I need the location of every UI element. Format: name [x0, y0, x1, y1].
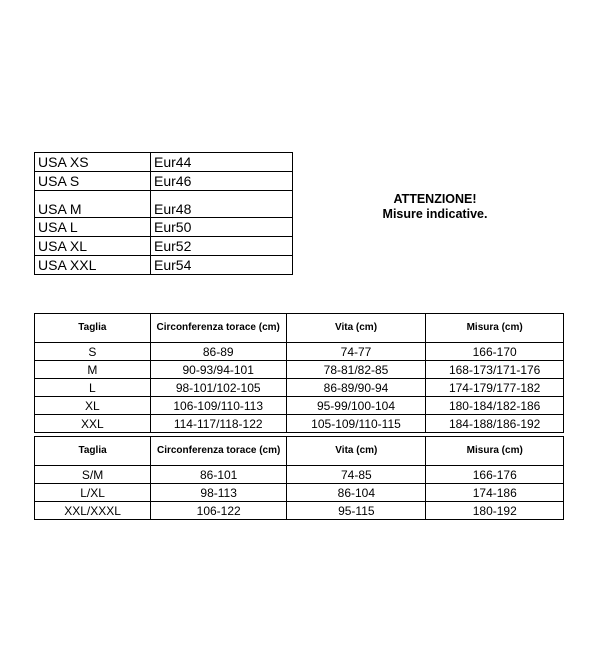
table-row [35, 361, 564, 379]
usa-size: USA XXL [35, 256, 151, 275]
cell: M [35, 361, 151, 379]
table-row [35, 466, 564, 484]
notice [340, 192, 530, 222]
usa-size: USA XS [35, 153, 151, 172]
cell: S/M [35, 466, 151, 484]
cell: 86-89 [150, 343, 286, 361]
col-header-taglia: Taglia [35, 437, 151, 466]
col-header-vita: Vita (cm) [287, 437, 426, 466]
cell: 74-85 [287, 466, 426, 484]
usa-size: USA XL [35, 237, 151, 256]
usa-size: USA M [35, 191, 151, 218]
col-header-misura: Misura (cm) [426, 314, 564, 343]
cell: 166-176 [426, 466, 564, 484]
table-header-row [35, 437, 564, 466]
col-header-misura: Misura (cm) [426, 437, 564, 466]
cell: 86-101 [151, 466, 287, 484]
notice-subtitle: Misure indicative. [382, 207, 488, 221]
table-row [35, 415, 564, 433]
cell: 168-173/171-176 [426, 361, 564, 379]
conversion-row [35, 191, 293, 218]
cell: 174-186 [426, 484, 564, 502]
table-row [35, 379, 564, 397]
cell: XXL [35, 415, 151, 433]
notice-title: ATTENZIONE! [393, 192, 477, 206]
col-header-taglia: Taglia [35, 314, 151, 343]
table-row [35, 397, 564, 415]
cell: 184-188/186-192 [426, 415, 564, 433]
cell: 106-109/110-113 [150, 397, 286, 415]
eur-size: Eur50 [151, 218, 293, 237]
conversion-row [35, 218, 293, 237]
cell: 74-77 [286, 343, 426, 361]
cell: 98-101/102-105 [150, 379, 286, 397]
cell: 98-113 [151, 484, 287, 502]
cell: 180-192 [426, 502, 564, 520]
cell: S [35, 343, 151, 361]
size-table-grouped [34, 436, 564, 520]
col-header-vita: Vita (cm) [286, 314, 426, 343]
cell: 86-89/90-94 [286, 379, 426, 397]
table-row [35, 343, 564, 361]
size-table-detailed [34, 313, 564, 433]
usa-size: USA L [35, 218, 151, 237]
col-header-torace: Circonferenza torace (cm) [151, 437, 287, 466]
table-row [35, 502, 564, 520]
cell: 95-115 [287, 502, 426, 520]
eur-size: Eur54 [151, 256, 293, 275]
cell: 180-184/182-186 [426, 397, 564, 415]
eur-size: Eur52 [151, 237, 293, 256]
cell: 114-117/118-122 [150, 415, 286, 433]
table-header-row [35, 314, 564, 343]
cell: XXL/XXXL [35, 502, 151, 520]
eur-size: Eur48 [151, 191, 293, 218]
table-row [35, 484, 564, 502]
conversion-row [35, 172, 293, 191]
cell: L [35, 379, 151, 397]
conversion-row [35, 237, 293, 256]
cell: 90-93/94-101 [150, 361, 286, 379]
cell: 174-179/177-182 [426, 379, 564, 397]
conversion-row [35, 153, 293, 172]
cell: 105-109/110-115 [286, 415, 426, 433]
cell: 78-81/82-85 [286, 361, 426, 379]
usa-size: USA S [35, 172, 151, 191]
eur-size: Eur46 [151, 172, 293, 191]
cell: 86-104 [287, 484, 426, 502]
cell: XL [35, 397, 151, 415]
eur-size: Eur44 [151, 153, 293, 172]
col-header-torace: Circonferenza torace (cm) [150, 314, 286, 343]
cell: 166-170 [426, 343, 564, 361]
cell: 95-99/100-104 [286, 397, 426, 415]
usa-eur-conversion-table [34, 152, 293, 275]
cell: L/XL [35, 484, 151, 502]
cell: 106-122 [151, 502, 287, 520]
conversion-row [35, 256, 293, 275]
